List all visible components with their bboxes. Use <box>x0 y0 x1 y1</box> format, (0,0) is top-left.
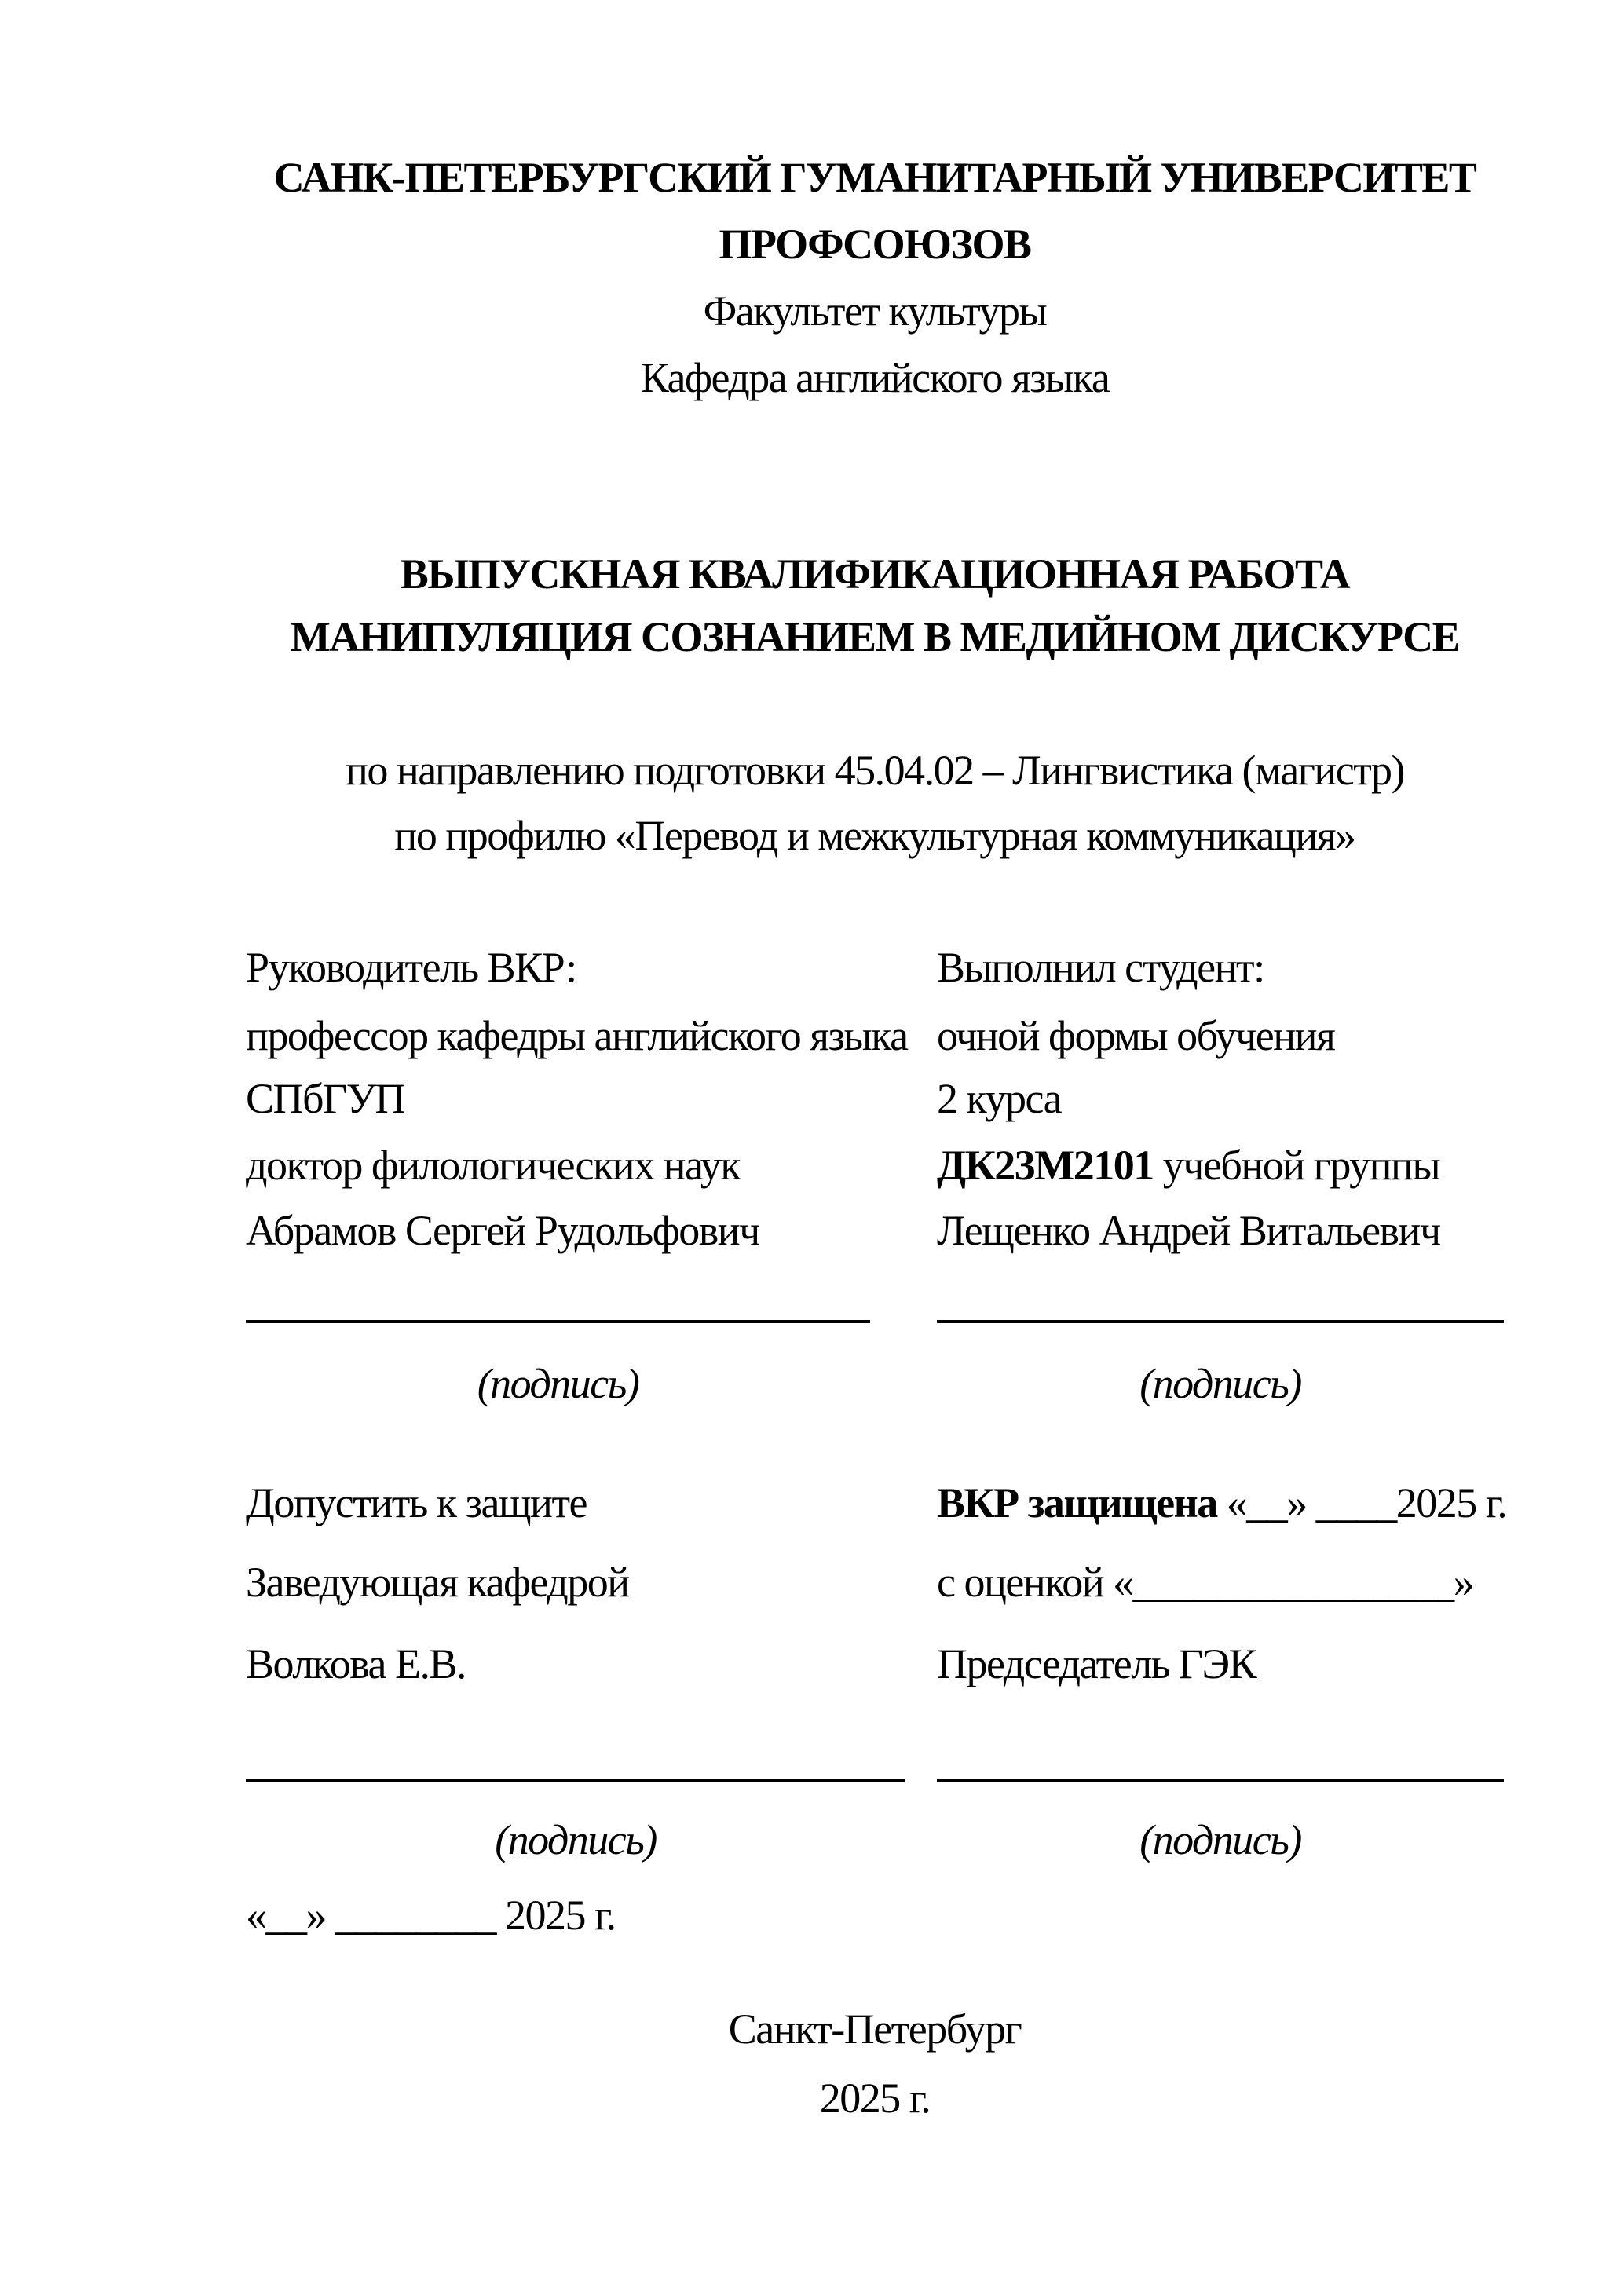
student-name: Лещенко Андрей Витальевич <box>937 1207 1440 1254</box>
admission-date-blank: «__» ________ 2025 г. <box>246 1892 616 1939</box>
city-line: Санкт-Петербург <box>728 2005 1022 2053</box>
grade-blank-line: с оценкой «________________» <box>937 1559 1474 1606</box>
university-name-line1: САНК-ПЕТЕРБУРГСКИЙ ГУМАНИТАРНЫЙ УНИВЕРСИТЕТ <box>273 154 1476 201</box>
defense-date-line <box>937 1479 1507 1526</box>
supervisor-label: Руководитель ВКР: <box>246 944 576 991</box>
student-label: Выполнил студент: <box>937 944 1264 991</box>
student-course: 2 курса <box>937 1075 1062 1122</box>
chairman-line: Председатель ГЭК <box>937 1640 1256 1687</box>
head-of-department-title: Заведующая кафедрой <box>246 1559 629 1606</box>
department-line: Кафедра английского языка <box>640 354 1110 401</box>
supervisor-position: профессор кафедры английского языка <box>246 1012 908 1059</box>
student-study-form: очной формы обучения <box>937 1012 1335 1059</box>
head-of-department-name: Волкова Е.В. <box>246 1640 466 1687</box>
student-signature-line <box>937 1320 1504 1323</box>
work-type-title: ВЫПУСКНАЯ КВАЛИФИКАЦИОННАЯ РАБОТА <box>400 550 1350 598</box>
head-signature-line <box>246 1779 905 1782</box>
student-group-suffix: учебной группы <box>1153 1142 1440 1189</box>
chairman-signature-line <box>937 1779 1504 1782</box>
year-line: 2025 г. <box>819 2075 931 2122</box>
supervisor-name: Абрамов Сергей Рудольфович <box>246 1207 759 1254</box>
university-name-line2: ПРОФСОЮЗОВ <box>719 221 1031 268</box>
supervisor-degree: доктор филологических наук <box>246 1142 740 1189</box>
profile-line: по профилю «Перевод и межкультурная коммуникация» <box>394 812 1355 859</box>
student-signature-caption: (подпись) <box>1139 1360 1301 1407</box>
student-group-line <box>937 1142 1440 1189</box>
defended-label: ВКР защищена <box>937 1479 1217 1526</box>
supervisor-signature-line <box>246 1320 870 1323</box>
program-line: по направлению подготовки 45.04.02 – Лингвистика (магистр) <box>345 747 1404 794</box>
chairman-signature-caption: (подпись) <box>1139 1816 1301 1863</box>
defended-date-blank: «__» ____2025 г. <box>1216 1479 1507 1526</box>
admit-to-defense-line: Допустить к защите <box>246 1479 587 1526</box>
supervisor-organization: СПбГУП <box>246 1075 404 1122</box>
student-group-code: ДК23М2101 <box>937 1142 1154 1189</box>
page-content <box>246 0 1507 2296</box>
work-title: МАНИПУЛЯЦИЯ СОЗНАНИЕМ В МЕДИЙНОМ ДИСКУРСЕ <box>290 613 1460 660</box>
supervisor-signature-caption: (подпись) <box>477 1360 639 1407</box>
head-signature-caption: (подпись) <box>495 1816 657 1863</box>
faculty-line: Факультет культуры <box>703 287 1047 335</box>
